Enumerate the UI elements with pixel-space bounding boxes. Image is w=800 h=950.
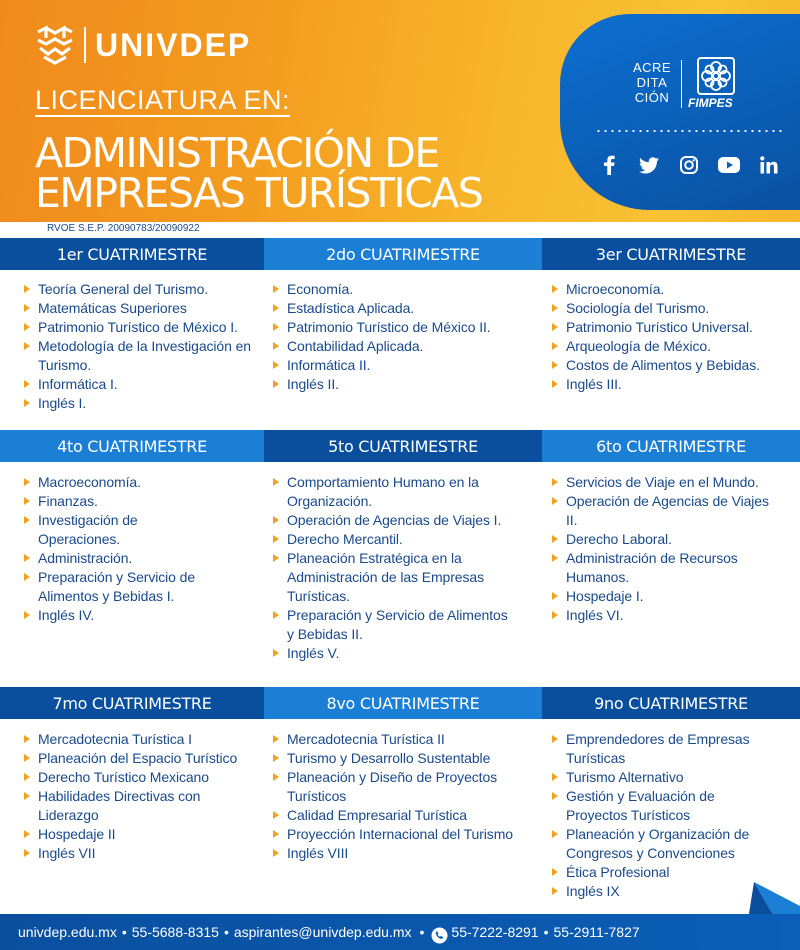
whatsapp-number[interactable]: 55-7222-8291	[451, 924, 539, 940]
semester-9-courses	[551, 730, 776, 901]
website-link[interactable]: univdep.edu.mx	[18, 924, 117, 940]
course-item: Inglés VIII	[272, 844, 534, 863]
semester-4-header: 4to CUATRIMESTRE	[0, 430, 264, 462]
course-item: Costos de Alimentos y Bebidas.	[551, 356, 791, 375]
whatsapp-icon	[431, 927, 448, 944]
course-item: Preparación y Servicio de Alimentos y Bebidas I.	[23, 568, 223, 606]
semester-6-courses	[551, 473, 779, 625]
semester-5-courses	[272, 473, 508, 663]
semester-2-header: 2do CUATRIMESTRE	[264, 238, 542, 270]
univdep-logo[interactable]	[34, 24, 251, 66]
course-item: Derecho Turístico Mexicano	[23, 768, 238, 787]
course-item: Turismo y Desarrollo Sustentable	[272, 749, 534, 768]
fimpes-text: FIMPES	[688, 96, 733, 110]
instagram-icon[interactable]	[678, 154, 700, 176]
course-item: Macroeconomía.	[23, 473, 223, 492]
phone-1[interactable]: 55-5688-8315	[131, 924, 219, 940]
semester-row-2	[0, 430, 800, 462]
course-item: Inglés I.	[23, 394, 258, 413]
logo-text: UNIVDEP	[95, 27, 252, 63]
accreditation-line2: DITA	[636, 75, 668, 90]
course-item: Matemáticas Superiores	[23, 299, 258, 318]
course-item: Planeación y Organización de Congresos y Convenciones	[551, 825, 776, 863]
course-item: Hospedaje II	[23, 825, 238, 844]
course-item: Patrimonio Turístico de México I.	[23, 318, 258, 337]
course-item: Teoría General del Turismo.	[23, 280, 258, 299]
course-item: Economía.	[272, 280, 534, 299]
semester-8-courses	[272, 730, 534, 863]
header-banner	[0, 0, 800, 222]
course-item: Hospedaje I.	[551, 587, 779, 606]
course-item: Inglés V.	[272, 644, 508, 663]
semester-row-3	[0, 687, 800, 719]
phone-2[interactable]: 55-2911-7827	[553, 924, 640, 940]
course-item: Operación de Agencias de Viajes II.	[551, 492, 779, 530]
course-item: Finanzas.	[23, 492, 223, 511]
course-item: Gestión y Evaluación de Proyectos Turísticos	[551, 787, 776, 825]
accreditation-label	[631, 60, 673, 105]
course-item: Emprendedores de Empresas Turísticas	[551, 730, 776, 768]
course-item: Mercadotecnia Turística II	[272, 730, 534, 749]
course-item: Preparación y Servicio de Alimentos y Bebidas II.	[272, 606, 508, 644]
course-item: Arqueología de México.	[551, 337, 791, 356]
degree-title-line2: EMPRESAS TURÍSTICAS	[35, 169, 483, 217]
semester-7-courses	[23, 730, 238, 863]
dotted-divider	[595, 130, 785, 132]
course-item: Ética Profesional	[551, 863, 776, 882]
twitter-icon[interactable]	[638, 154, 660, 176]
course-item: Inglés VI.	[551, 606, 779, 625]
semester-3-header: 3er CUATRIMESTRE	[542, 238, 800, 270]
course-item: Patrimonio Turístico Universal.	[551, 318, 791, 337]
course-item: Metodología de la Investigación en Turismo.	[23, 337, 258, 375]
course-item: Contabilidad Aplicada.	[272, 337, 534, 356]
univdep-emblem-icon	[34, 24, 76, 66]
semester-2-courses	[272, 280, 534, 394]
footer-separator: •	[223, 924, 229, 940]
rvoe-text: RVOE S.E.P. 20090783/20090922	[47, 223, 200, 234]
accreditation-line3: CIÓN	[634, 90, 670, 105]
course-item: Inglés II.	[272, 375, 534, 394]
accreditation-divider	[681, 60, 682, 108]
semester-6-header: 6to CUATRIMESTRE	[542, 430, 800, 462]
course-item: Planeación Estratégica en la Administración de las Empresas Turísticas.	[272, 549, 508, 606]
course-item: Informática I.	[23, 375, 258, 394]
semester-9-header: 9no CUATRIMESTRE	[542, 687, 800, 719]
semester-8-header: 8vo CUATRIMESTRE	[264, 687, 542, 719]
course-item: Comportamiento Humano en la Organización.	[272, 473, 508, 511]
course-item: Inglés III.	[551, 375, 791, 394]
facebook-icon[interactable]	[598, 154, 620, 176]
course-item: Planeación del Espacio Turístico	[23, 749, 238, 768]
course-item: Administración.	[23, 549, 223, 568]
semester-1-courses	[23, 280, 258, 413]
semester-3-courses	[551, 280, 791, 394]
fimpes-logo-icon	[696, 56, 736, 96]
course-item: Turismo Alternativo	[551, 768, 776, 787]
course-item: Microeconomía.	[551, 280, 791, 299]
course-item: Investigación de Operaciones.	[23, 511, 223, 549]
degree-title	[35, 129, 555, 217]
course-item: Sociología del Turismo.	[551, 299, 791, 318]
course-item: Operación de Agencias de Viajes I.	[272, 511, 508, 530]
social-links	[598, 154, 798, 176]
course-item: Mercadotecnia Turística I	[23, 730, 238, 749]
course-item: Administración de Recursos Humanos.	[551, 549, 779, 587]
course-item: Inglés IV.	[23, 606, 223, 625]
contact-footer	[0, 914, 800, 950]
semester-7-header: 7mo CUATRIMESTRE	[0, 687, 264, 719]
course-item: Derecho Laboral.	[551, 530, 779, 549]
course-item: Calidad Empresarial Turística	[272, 806, 534, 825]
semester-5-header: 5to CUATRIMESTRE	[264, 430, 542, 462]
course-item: Habilidades Directivas con Liderazgo	[23, 787, 238, 825]
youtube-icon[interactable]	[718, 154, 740, 176]
course-item: Proyección Internacional del Turismo	[272, 825, 534, 844]
semester-4-courses	[23, 473, 223, 625]
footer-separator: •	[543, 924, 549, 940]
accreditation-line1: ACRE	[632, 60, 672, 75]
course-item: Estadística Aplicada.	[272, 299, 534, 318]
footer-separator: •	[419, 924, 425, 940]
degree-title-line1: ADMINISTRACIÓN DE	[35, 129, 439, 177]
course-item: Inglés IX	[551, 882, 776, 901]
degree-subtitle: LICENCIATURA EN:	[35, 86, 290, 117]
semester-row-1	[0, 238, 800, 270]
course-item: Derecho Mercantil.	[272, 530, 508, 549]
course-item: Informática II.	[272, 356, 534, 375]
email-link[interactable]: aspirantes@univdep.edu.mx	[233, 924, 412, 940]
logo-divider	[84, 27, 86, 63]
course-item: Servicios de Viaje en el Mundo.	[551, 473, 779, 492]
accreditation-badge	[560, 14, 800, 210]
course-item: Inglés VII	[23, 844, 238, 863]
course-item: Patrimonio Turístico de México II.	[272, 318, 534, 337]
course-item: Planeación y Diseño de Proyectos Turísticos	[272, 768, 534, 806]
semester-1-header: 1er CUATRIMESTRE	[0, 238, 264, 270]
footer-separator: •	[121, 924, 127, 940]
linkedin-icon[interactable]	[758, 154, 780, 176]
